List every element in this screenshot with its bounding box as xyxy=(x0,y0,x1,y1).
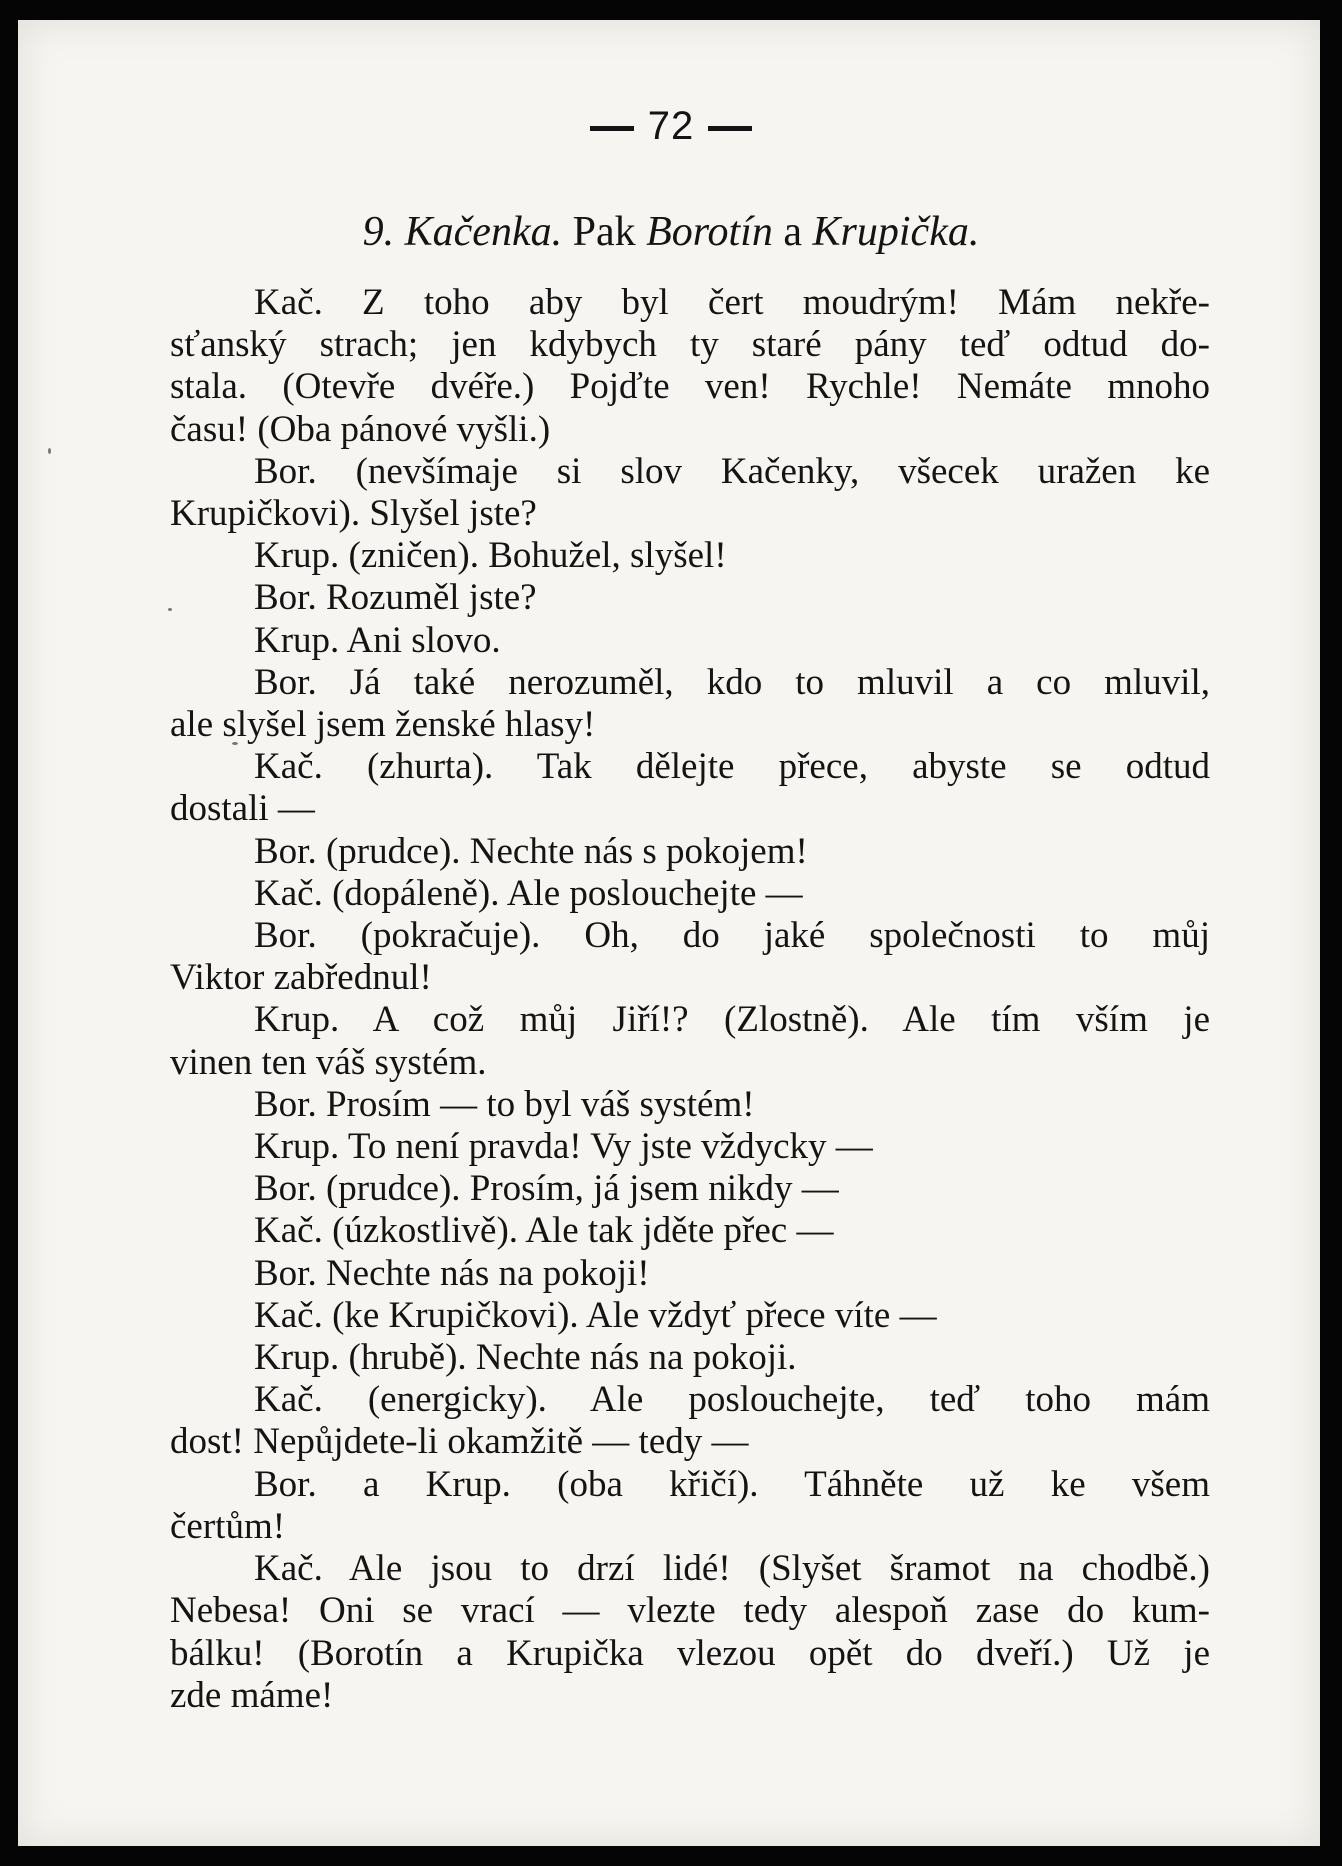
text-line: zde máme! xyxy=(170,1674,334,1716)
text-line: Bor. a Krup. (oba křičí). Táhněte už ke všem xyxy=(254,1463,1210,1505)
page-number xyxy=(0,104,1342,149)
text-line: času! (Oba pánové vyšli.) xyxy=(170,408,551,450)
text-line: dostali — xyxy=(170,788,315,830)
text-line: Bor. (prudce). Nechte nás s pokojem! xyxy=(254,830,808,872)
print-speck xyxy=(48,448,51,454)
text-line: Krup. (hrubě). Nechte nás na pokoji. xyxy=(254,1337,797,1379)
text-line: sťanský strach; jen kdybych ty staré pány teď odtud do- xyxy=(170,324,1210,366)
text-line: Bor. Rozuměl jste? xyxy=(254,577,537,619)
text-line: Kač. Z toho aby byl čert moudrým! Mám nekře- xyxy=(254,282,1210,323)
text-line: Bor. Prosím — to byl váš systém! xyxy=(254,1083,755,1125)
text-line: Krup. Ani slovo. xyxy=(254,619,501,661)
text-line: vinen ten váš systém. xyxy=(170,1041,487,1083)
scene-character: Kačenka. xyxy=(404,209,563,255)
text-line: Krup. (zničen). Bohužel, slyšel! xyxy=(254,535,727,577)
scene-connector: a xyxy=(783,209,803,255)
scene-character: Krupička. xyxy=(812,209,980,255)
text-line: čertům! xyxy=(170,1505,286,1547)
text-line: Krup. A což můj Jiří!? (Zlostně). Ale tím vším je xyxy=(254,999,1210,1041)
dash-right xyxy=(708,126,752,131)
text-line: Kač. (ke Krupičkovi). Ale vždyť přece víte — xyxy=(254,1294,937,1336)
text-line: Bor. (pokračuje). Oh, do jaké společnosti to můj xyxy=(254,915,1210,957)
dash-left xyxy=(590,126,634,131)
text-line: dost! Nepůjdete-li okamžitě — tedy — xyxy=(170,1421,749,1463)
text-line: Krup. To není pravda! Vy jste vždycky — xyxy=(254,1126,873,1168)
text-line: Kač. (zhurta). Tak dělejte přece, abyste se odtud xyxy=(254,746,1210,788)
text-line: ale slyšel jsem ženské hlasy! xyxy=(170,704,596,746)
scene-number: 9. xyxy=(362,209,395,255)
text-line: Kač. (úzkostlivě). Ale tak jděte přec — xyxy=(254,1210,834,1252)
text-line: Bor. Nechte nás na pokoji! xyxy=(254,1252,650,1294)
scene-connector: Pak xyxy=(572,209,636,255)
text-line: Nebesa! Oni se vrací — vlezte tedy alespoň zase do kum- xyxy=(170,1590,1210,1632)
text-line: Bor. Já také nerozuměl, kdo to mluvil a co mluvil, xyxy=(254,661,1210,703)
text-line: Krupičkovi). Slyšel jste? xyxy=(170,493,537,535)
text-line: Bor. (prudce). Prosím, já jsem nikdy — xyxy=(254,1168,839,1210)
dialogue-text xyxy=(170,282,1210,1717)
text-line: Kač. Ale jsou to drzí lidé! (Slyšet šramot na chodbě.) xyxy=(254,1548,1210,1590)
text-line: Viktor zabřednul! xyxy=(170,957,432,999)
text-line: Kač. (energicky). Ale poslouchejte, teď toho mám xyxy=(254,1379,1210,1421)
text-line: Bor. (nevšímaje si slov Kačenky, všecek uražen ke xyxy=(254,450,1210,492)
page-number-value: 72 xyxy=(647,104,695,148)
text-line: bálku! (Borotín a Krupička vlezou opět do dveří.) Už je xyxy=(170,1632,1210,1674)
text-line: Kač. (dopáleně). Ale poslouchejte — xyxy=(254,872,803,914)
text-line: stala. (Otevře dvéře.) Pojďte ven! Rychle! Nemáte mnoho xyxy=(170,366,1210,408)
scene-heading xyxy=(0,208,1342,256)
scene-character: Borotín xyxy=(646,209,773,255)
